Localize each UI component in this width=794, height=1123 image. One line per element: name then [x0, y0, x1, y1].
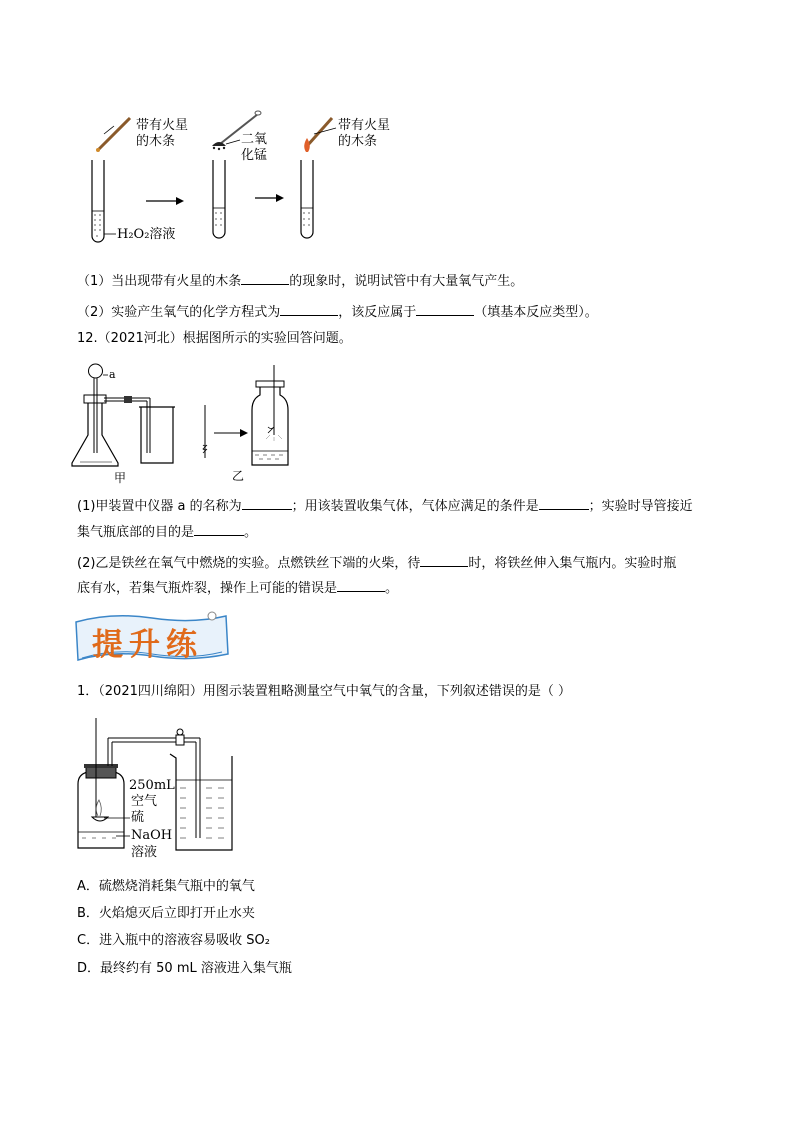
label-h2o2-solution: H₂O₂溶液 [117, 227, 176, 242]
iron-wire [203, 405, 207, 458]
clamp [176, 729, 184, 745]
label-250ml: 250mL [129, 778, 175, 793]
label-mno2: 二氧 化锰 [241, 132, 268, 163]
label-sulfur: 硫 [131, 810, 145, 825]
answer-blank[interactable] [416, 303, 474, 316]
q-prev-part2: （2）实验产生氧气的化学方程式为 ，该反应属于 （填基本反应类型）。 [77, 305, 598, 320]
q1-figure [0, 712, 794, 852]
gas-collecting-bottle-2 [252, 365, 288, 465]
label-air: 空气 [131, 794, 158, 809]
q12-part1-line1: (1)甲装置中仪器 a 的名称为 ；用该装置收集气体，气体应满足的条件是 ；实验时导管接近 [77, 499, 693, 514]
label-yi: 乙 [232, 469, 245, 483]
label-splint-right: 带有火星 的木条 [338, 118, 391, 149]
erlenmeyer-flask [72, 395, 118, 466]
label-splint-left: 带有火星 的木条 [136, 118, 189, 149]
delivery-tube [104, 396, 150, 453]
label-instrument-a: a [109, 368, 116, 381]
test-tube-2 [213, 160, 225, 238]
q1-option-a[interactable]: A．硫燃烧消耗集气瓶中的氧气 [77, 879, 255, 894]
answer-blank[interactable] [539, 497, 589, 510]
label-naoh: NaOH [131, 828, 173, 843]
q1-option-b[interactable]: B．火焰熄灭后立即打开止水夹 [77, 906, 255, 921]
arrow-q12 [214, 429, 248, 437]
q12-part1-line2: 集气瓶底部的目的是 。 [77, 525, 258, 540]
arrow-1 [146, 197, 184, 205]
q1-option-c[interactable]: C．进入瓶中的溶液容易吸收 SO₂ [77, 933, 270, 948]
q-prev-part1: （1）当出现带有火星的木条 的现象时，说明试管中有大量氧气产生。 [77, 274, 524, 289]
q1-stem: 1．（2021四川绵阳）用图示装置粗略测量空气中氧气的含量，下列叙述错误的是（ ） [77, 684, 571, 699]
answer-blank[interactable] [337, 579, 385, 592]
wooden-splint-1 [96, 118, 130, 152]
label-jia: 甲 [114, 471, 127, 485]
q12-part2-line2: 底有水，若集气瓶炸裂，操作上可能的错误是 。 [77, 581, 399, 596]
answer-blank[interactable] [194, 523, 244, 536]
wooden-splint-burning [304, 118, 332, 152]
answer-blank[interactable] [420, 554, 468, 567]
gas-collecting-bottle-1 [139, 407, 175, 463]
q12-part2-line1: (2)乙是铁丝在氧气中燃烧的实验。点燃铁丝下端的火柴，待 时，将铁丝伸入集气瓶内。实验时瓶 [77, 556, 677, 571]
section-title: 提升练 [92, 627, 203, 663]
beaker-naoh [170, 754, 232, 850]
arrow-2 [255, 194, 284, 202]
test-tube-3 [301, 160, 313, 238]
q12-stem: 12.（2021河北）根据图所示的实验回答问题。 [77, 331, 352, 346]
answer-blank[interactable] [280, 303, 338, 316]
label-solution: 溶液 [131, 845, 158, 860]
answer-blank[interactable] [241, 272, 289, 285]
test-tube-1 [92, 160, 116, 242]
answer-blank[interactable] [242, 497, 292, 510]
q1-option-d[interactable]: D．最终约有 50 mL 溶液进入集气瓶 [77, 961, 292, 976]
test-tube-figure [0, 0, 794, 260]
